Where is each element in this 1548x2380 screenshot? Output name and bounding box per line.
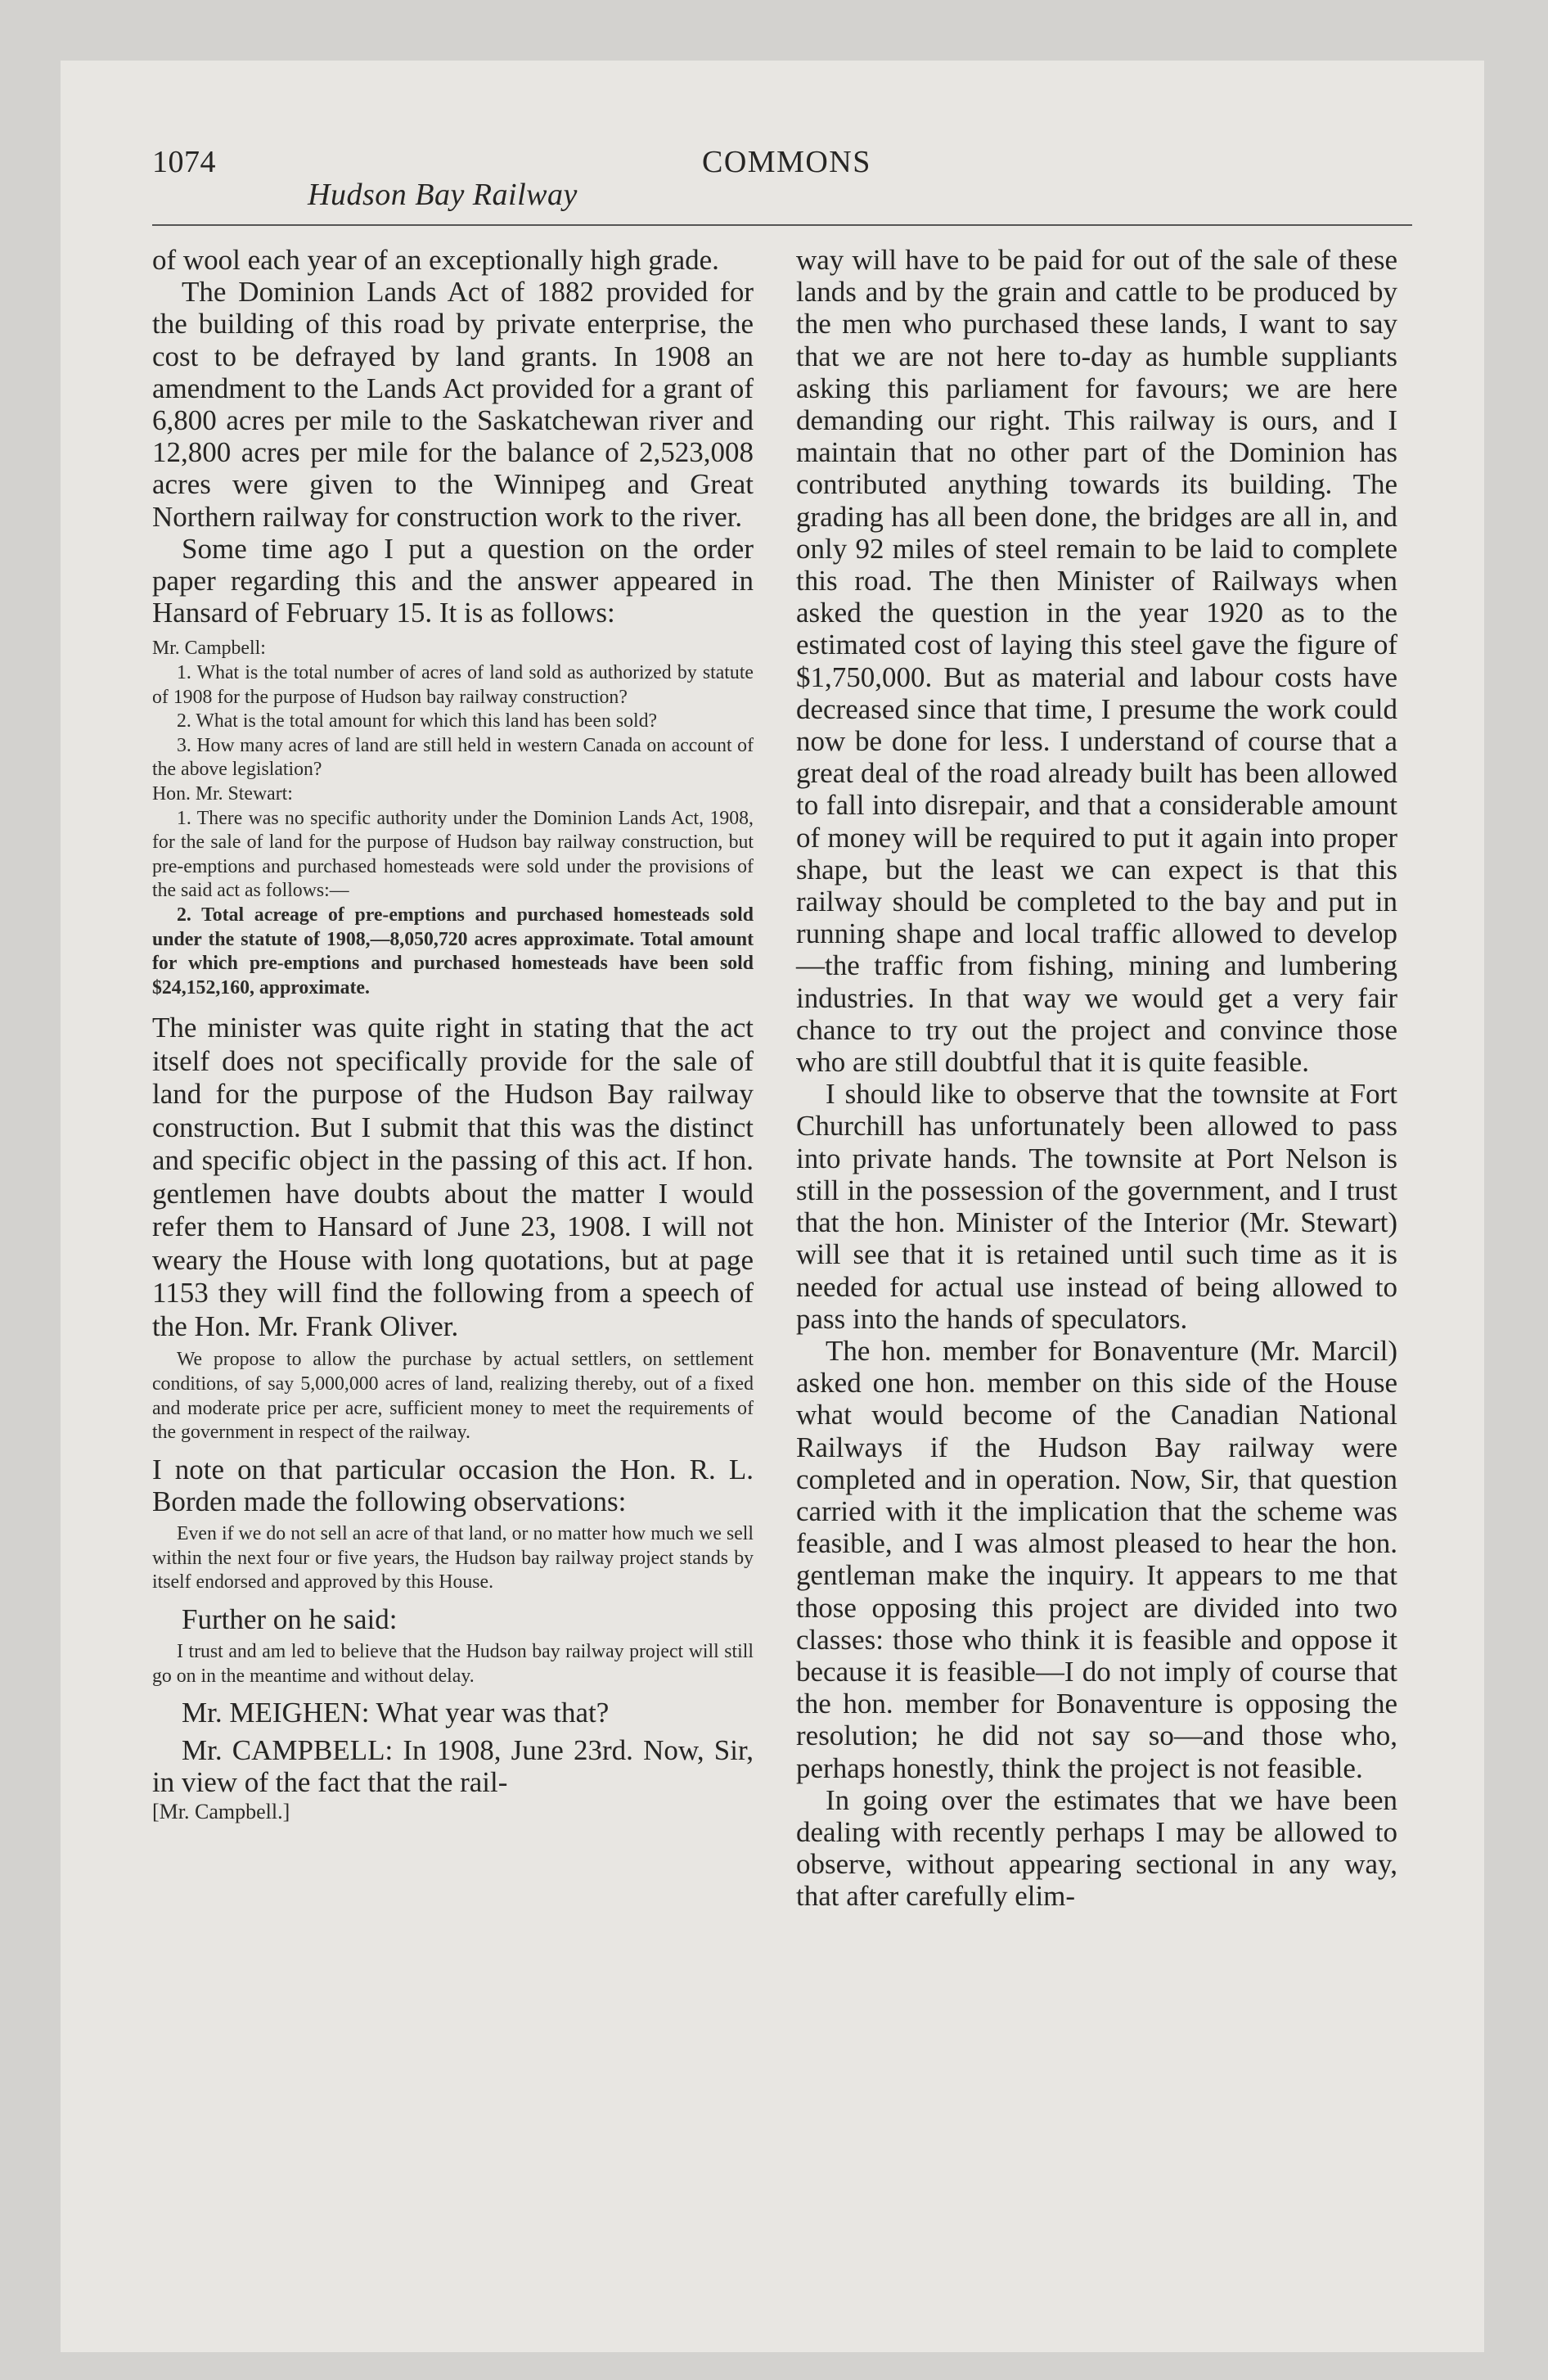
left-column (152, 244, 754, 1824)
page-number: 1074 (152, 145, 216, 179)
paragraph: of wool each year of an exceptionally high grade. (152, 244, 719, 276)
paragraph: Further on he said: (182, 1602, 398, 1635)
quotation: Even if we do not sell an acre of that land, or no matter how much we sell within the next four or five years, the Hudson bay railway project stands by itself endorsed and approved by this House. (152, 1523, 754, 1593)
paragraph: Some time ago I put a question on the order paper regarding this and the answer appeared in Hansard of February 15. It is as follows: (152, 532, 754, 629)
quote-speaker: Hon. Mr. Stewart: (152, 783, 293, 805)
quote-speaker: Mr. Campbell: (152, 638, 266, 660)
speaker-line: Mr. MEIGHEN: What year was that? (182, 1697, 610, 1729)
speaker-paragraph: Mr. CAMPBELL: In 1908, June 23rd. Now, Sir, in view of the fact that the rail- (152, 1733, 754, 1798)
paragraph: I should like to observe that the townsite at Fort Churchill has unfortunately been allowed to pass into private hands. The townsite at Port Nelson is still in the possession of the government, and I trust that the hon. Minister of the Interior (Mr. Stewart) will see that it is retained until such time as it is needed for actual use instead of being allowed to pass into the hands of speculators. (796, 1078, 1397, 1335)
header-rule (152, 224, 1412, 226)
quote-question: 2. What is the total amount for which this land has been sold? (177, 710, 658, 732)
quote-answer: 1. There was no specific authority under the Dominion Lands Act, 1908, for the sale of land for the purpose of Hudson bay railway construction, but pre-emptions and purchased homesteads were sold under the provisions of the said act as follows:— (152, 807, 754, 902)
hansard-page (152, 144, 1412, 2206)
quotation: We propose to allow the purchase by actual settlers, on settlement conditions, of say 5,000,000 acres of land, realizing thereby, out of a fixed and moderate price per acre, sufficient money to meet the requirements of the government in respect of the railway. (152, 1349, 754, 1444)
paragraph: way will have to be paid for out of the sale of these lands and by the grain and cattle to be produced by the men who purchased these lands, I want to say that we are not here to-day as humble suppliants asking this parliament for favours; we are here demanding our right. This railway is ours, and I maintain that no other part of the Dominion has contributed anything towards its building. The grading has all been done, the bridges are all in, and only 92 miles of steel remain to be laid to complete this road. The then Minister of Railways when asked the question in the year 1920 as to the estimated cost of laying this steel gave the figure of $1,750,000. But as material and labour costs have decreased since that time, I presume the work could now be done for less. I understand of course that a great deal of the road already built has been allowed to fall into disrepair, and that a considerable amount of money will be required to put it again into proper shape, but the least we can expect is that this railway should be completed to the bay and put in running shape and local traffic allowed to develop—the traffic from fishing, mining and lumbering industries. In that way we would get a very fair chance to try out the project and convince those who are still doubtful that it is quite feasible. (796, 244, 1397, 1079)
paragraph: The hon. member for Bonaventure (Mr. Marcil) asked one hon. member on this side of the House what would become of the Canadian National Railways if the Hudson Bay railway were completed and in operation. Now, Sir, that question carried with it the implication that the scheme was feasible, and I was almost pleased to hear the hon. gentleman make the inquiry. It appears to me that those opposing this project are divided into two classes: those who think it is feasible and oppose it because it is feasible—I do not imply of course that the hon. member for Bonaventure is opposing the resolution; he did not say so—and those who, perhaps honestly, think the project is not feasible. (796, 1334, 1397, 1784)
quote-answer: 2. Total acreage of pre-emptions and purchased homesteads sold under the statute of 1908,—8,050,720 acres approximate. Total amount for which pre-emptions and purchased homesteads have been sold $24,152,160, approximate. (152, 904, 754, 998)
speaker-attribution: [Mr. Campbell.] (152, 1799, 290, 1823)
right-column (796, 244, 1397, 1913)
quotation: I trust and am led to believe that the Hudson bay railway project will still go on in the meantime and without delay. (152, 1641, 754, 1687)
paragraph: The Dominion Lands Act of 1882 provided for the building of this road by private enterprise, the cost to be defrayed by land grants. In 1908 an amendment to the Lands Act provided for a grant of 6,800 acres per mile to the Saskatchewan river and 12,800 acres per mile for the balance of 2,523,008 acres were given to the Winnipeg and Great Northern railway for construction work to the river. (152, 276, 754, 533)
running-header-house: COMMONS (702, 145, 871, 179)
running-header-subject: Hudson Bay Railway (308, 178, 578, 212)
quote-question: 1. What is the total number of acres of land sold as authorized by statute of 1908 for the purpose of Hudson bay railway construction? (152, 662, 754, 708)
quote-question: 3. How many acres of land are still held in western Canada on account of the above legislation? (152, 734, 754, 781)
paragraph: I note on that particular occasion the Hon. R. L. Borden made the following observations: (152, 1453, 754, 1517)
paragraph: The minister was quite right in stating that the act itself does not specifically provide for the sale of land for the purpose of the Hudson Bay railway construction. But I submit that this was the distinct and specific object in the passing of this act. If hon. gentlemen have doubts about the matter I would refer them to Hansard of June 23, 1908. I will not weary the House with long quotations, but at page 1153 they will find the following from a speech of the Hon. Mr. Frank Oliver. (152, 1012, 754, 1342)
paragraph: In going over the estimates that we have been dealing with recently perhaps I may be allowed to observe, without appearing sectional in any way, that after carefully elim- (796, 1783, 1397, 1913)
